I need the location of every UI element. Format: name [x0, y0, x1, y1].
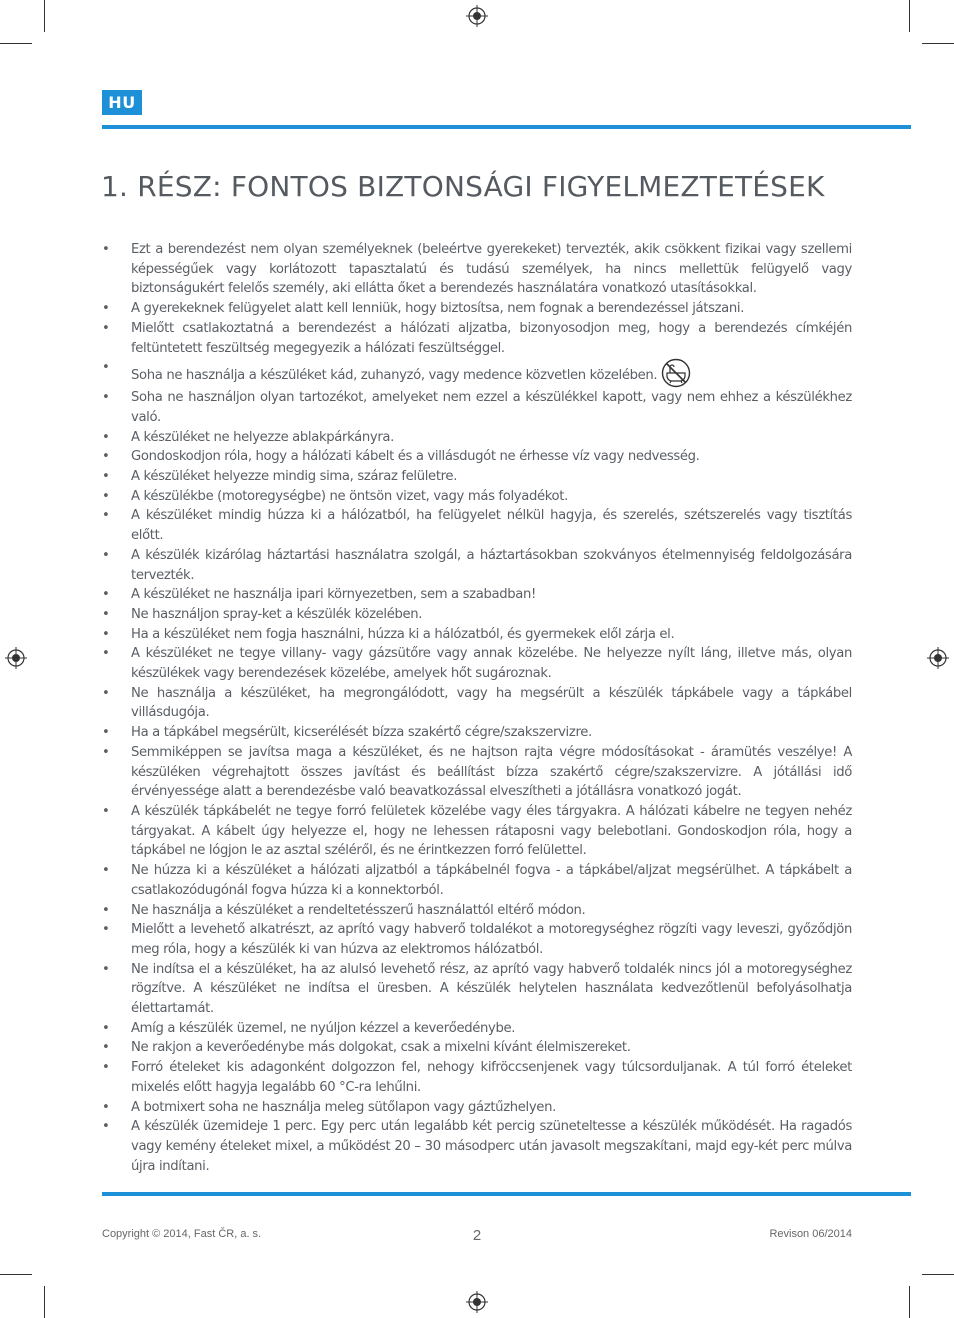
warning-item: [102, 467, 852, 487]
bullet: •: [102, 961, 110, 977]
bullet: •: [102, 685, 110, 701]
warning-item: [102, 447, 852, 467]
bullet: •: [102, 469, 110, 485]
page-title: 1. RÉSZ: FONTOS BIZTONSÁGI FIGYELMEZTETÉSEK: [101, 170, 825, 203]
crop-mark: [922, 1274, 954, 1275]
no-bath-icon: [661, 358, 691, 388]
page-number: 2: [472, 1227, 482, 1244]
warning-text: A készülék kizárólag háztartási használatra szolgál, a háztartásokban szokványos ételmennyiség feldolgozására tervezték.: [131, 547, 852, 583]
crop-mark: [0, 1274, 32, 1275]
warning-item: [102, 1019, 852, 1039]
warning-text: Ha a tápkábel megsérült, kicserélését bízza szakértő cégre/szakszervizre.: [131, 725, 592, 741]
warning-text: Gondoskodjon róla, hogy a hálózati kábelt és a villásdugót ne érhesse víz vagy nedvesség.: [131, 449, 700, 465]
warning-item: [102, 358, 852, 388]
bullet: •: [102, 429, 110, 445]
warning-item: [102, 920, 852, 959]
bullet: •: [102, 587, 110, 603]
crop-mark: [44, 0, 45, 32]
bullet: •: [102, 646, 110, 662]
warning-text: Soha ne használja a készüléket kád, zuhanyzó, vagy medence közvetlen közelében.: [131, 368, 658, 384]
registration-mark-icon: [466, 1291, 488, 1313]
safety-warnings-list: [102, 240, 852, 1176]
warning-item: [102, 319, 852, 358]
warning-item: [102, 802, 852, 861]
warning-item: [102, 861, 852, 900]
warning-text: A készüléket ne tegye villany- vagy gázsütőre vagy annak közelébe. Ne helyezze nyílt láng, illetve más, olyan készülékek vagy berendezések közelébe, amelyek hőt sugároznak.: [131, 646, 852, 682]
crop-mark: [44, 1286, 45, 1318]
warning-item: [102, 644, 852, 683]
bullet: •: [102, 1020, 110, 1036]
warning-item: [102, 506, 852, 545]
crop-mark: [909, 1286, 910, 1318]
warning-text: A készüléket ne használja ipari környezetben, sem a szabadban!: [131, 587, 536, 603]
bullet: •: [102, 606, 110, 622]
bullet: •: [102, 1040, 110, 1056]
warning-text: Semmiképpen se javítsa maga a készüléket, és ne hajtson rajta végre módosításokat - áramütés veszélye! A készüléken végrehajtott összes javítást és beállítást bízza szakértő cégre/szakszervizre. A jótállási idő érvényessége alatt a berendezésbe való beavatkozással elveszítheti a jótállásra vonatkozó jogát.: [131, 744, 852, 800]
warning-text: A készüléket helyezze mindig sima, száraz felületre.: [131, 469, 458, 485]
bullet: •: [102, 803, 110, 819]
bullet: •: [102, 626, 110, 642]
warning-text: A készülékbe (motoregységbe) ne öntsön vizet, vagy más folyadékot.: [131, 488, 568, 504]
bullet: •: [102, 547, 110, 563]
warning-text: Ne használja a készüléket, ha megrongálódott, vagy ha megsérült a készülék tápkábele vagy a tápkábel villásdugója.: [131, 685, 852, 721]
bullet: •: [102, 301, 110, 317]
bullet: •: [102, 449, 110, 465]
bullet: •: [102, 725, 110, 741]
bullet: •: [102, 863, 110, 879]
warning-text: Ne húzza ki a készüléket a hálózati aljzatból a tápkábelnél fogva - a tápkábel/aljzat megsérülhet. A tápkábelt a csatlakozódugónál fogva húzza ki a konnektorból.: [131, 863, 852, 898]
warning-text: Soha ne használjon olyan tartozékot, amelyeket nem ezzel a készülékkel kapott, vagy nem ehhez a készülékhez való.: [131, 390, 852, 425]
bullet: •: [102, 242, 110, 257]
warning-item: [102, 487, 852, 507]
registration-mark-icon: [466, 5, 488, 27]
crop-mark: [0, 43, 32, 44]
warning-text: Mielőtt a levehető alkatrészt, az aprító vagy habverő toldalékot a motoregységhez rögzíti vagy leveszi, győződjön meg róla, hogy a készülék ki van húzva az elektromos hálózatból.: [131, 922, 852, 957]
warning-item: [102, 585, 852, 605]
footer-divider: [102, 1192, 911, 1196]
bullet: •: [102, 320, 110, 336]
warning-text: Amíg a készülék üzemel, ne nyúljon kézzel a keverőedénybe.: [131, 1020, 516, 1036]
warning-text: A gyerekeknek felügyelet alatt kell lenniük, hogy biztosítsa, nem fognak a berendezéssel játszani.: [131, 301, 745, 317]
bullet: •: [102, 1119, 110, 1135]
revision-text: Revison 06/2014: [769, 1228, 852, 1240]
bullet: •: [102, 1060, 110, 1076]
warning-text: A készüléket ne helyezze ablakpárkányra.: [131, 429, 394, 445]
language-badge: HU: [102, 90, 142, 115]
copyright-text: Copyright © 2014, Fast ČR, a. s.: [102, 1228, 262, 1240]
warning-item: [102, 1058, 852, 1097]
warning-text: Ne rakjon a keverőedénybe más dolgokat, csak a mixelni kívánt élelmiszereket.: [131, 1040, 631, 1056]
warning-item: [102, 901, 852, 921]
warning-item: [102, 605, 852, 625]
warning-text: Ezt a berendezést nem olyan személyeknek (beleértve gyerekeket) tervezték, akik csökkent fizikai vagy szellemi képességűek vagy korlátozott tapasztalatú és tudású személyek, ha nincs mellettük felügyelő vagy biztonságukért felelős személy, aki ellátta őket a berendezés használatára vonatkozó utasításokkal.: [131, 242, 852, 297]
bullet: •: [102, 922, 110, 938]
warning-text: Ha a készüléket nem fogja használni, húzza ki a hálózatból, és gyermekek elől zárja el.: [131, 626, 675, 642]
warning-text: Mielőtt csatlakoztatná a berendezést a hálózati aljzatba, bizonyosodjon meg, hogy a berendezés címkéjén feltüntetett feszültség megegyezik a hálózati feszültséggel.: [131, 320, 852, 356]
registration-mark-icon: [927, 647, 949, 669]
warning-text: Forró ételeket kis adagonként dolgozzon fel, nehogy kifröccsenjenek vagy túlcsorduljanak. A túl forró ételeket mixelés előtt hagyja legalább 60 °C-ra lehűlni.: [131, 1060, 852, 1095]
warning-item: [102, 1038, 852, 1058]
bullet: •: [102, 508, 110, 524]
warning-text: A készüléket mindig húzza ki a hálózatból, ha felügyelet nélkül hagyja, és szerelés, szétszerelés vagy tisztítás előtt.: [131, 508, 852, 544]
bullet: •: [102, 488, 110, 504]
warning-text: Ne indítsa el a készüléket, ha az alulsó levehető rész, az aprító vagy habverő toldalék nincs jól a motoregységhez rögzítve. A készüléket ne indítsa el üresben. A készülék helytelen használata kedvezőtlenül befolyásolhatja élettartamát.: [131, 961, 852, 1017]
warning-text: A készülék üzemideje 1 perc. Egy perc után legalább két percig szüneteltesse a készülék működését. Ha ragadós vagy kemény ételeket mixel, a működést 20 – 30 másodperc után javasolt megszakítani, majd egy-két perc múlva újra indítani.: [131, 1119, 852, 1174]
bullet: •: [102, 744, 110, 760]
registration-mark-icon: [5, 647, 27, 669]
warning-text: Ne használja a készüléket a rendeltetésszerű használattól eltérő módon.: [131, 902, 586, 918]
header-divider: [102, 125, 911, 129]
warning-item: [102, 625, 852, 645]
warning-item: [102, 1117, 852, 1176]
warning-text: A készülék tápkábelét ne tegye forró felületek közelébe vagy éles tárgyakra. A hálózati kábelre ne tegyen nehéz tárgyakat. A kábelt úgy helyezze el, hogy ne lehessen rátaposni vagy belebotlani. Gondoskodjon róla, hogy a tápkábel ne lógjon le az asztal széléről, és ne érintkezzen forró felülettel.: [131, 803, 852, 859]
warning-item: [102, 960, 852, 1019]
bullet: •: [102, 902, 110, 918]
bullet: •: [102, 360, 110, 376]
bullet: •: [102, 1099, 110, 1115]
warning-item: [102, 1098, 852, 1118]
bullet: •: [102, 390, 110, 406]
warning-item: [102, 240, 852, 299]
warning-item: [102, 299, 852, 319]
warning-item: [102, 723, 852, 743]
warning-item: [102, 428, 852, 448]
warning-text: Ne használjon spray-ket a készülék közelében.: [131, 606, 423, 622]
warning-item: [102, 388, 852, 427]
warning-item: [102, 546, 852, 585]
warning-item: [102, 684, 852, 723]
crop-mark: [909, 0, 910, 32]
warning-item: [102, 743, 852, 802]
warning-text: A botmixert soha ne használja meleg sütőlapon vagy gáztűzhelyen.: [131, 1099, 556, 1115]
crop-mark: [922, 43, 954, 44]
